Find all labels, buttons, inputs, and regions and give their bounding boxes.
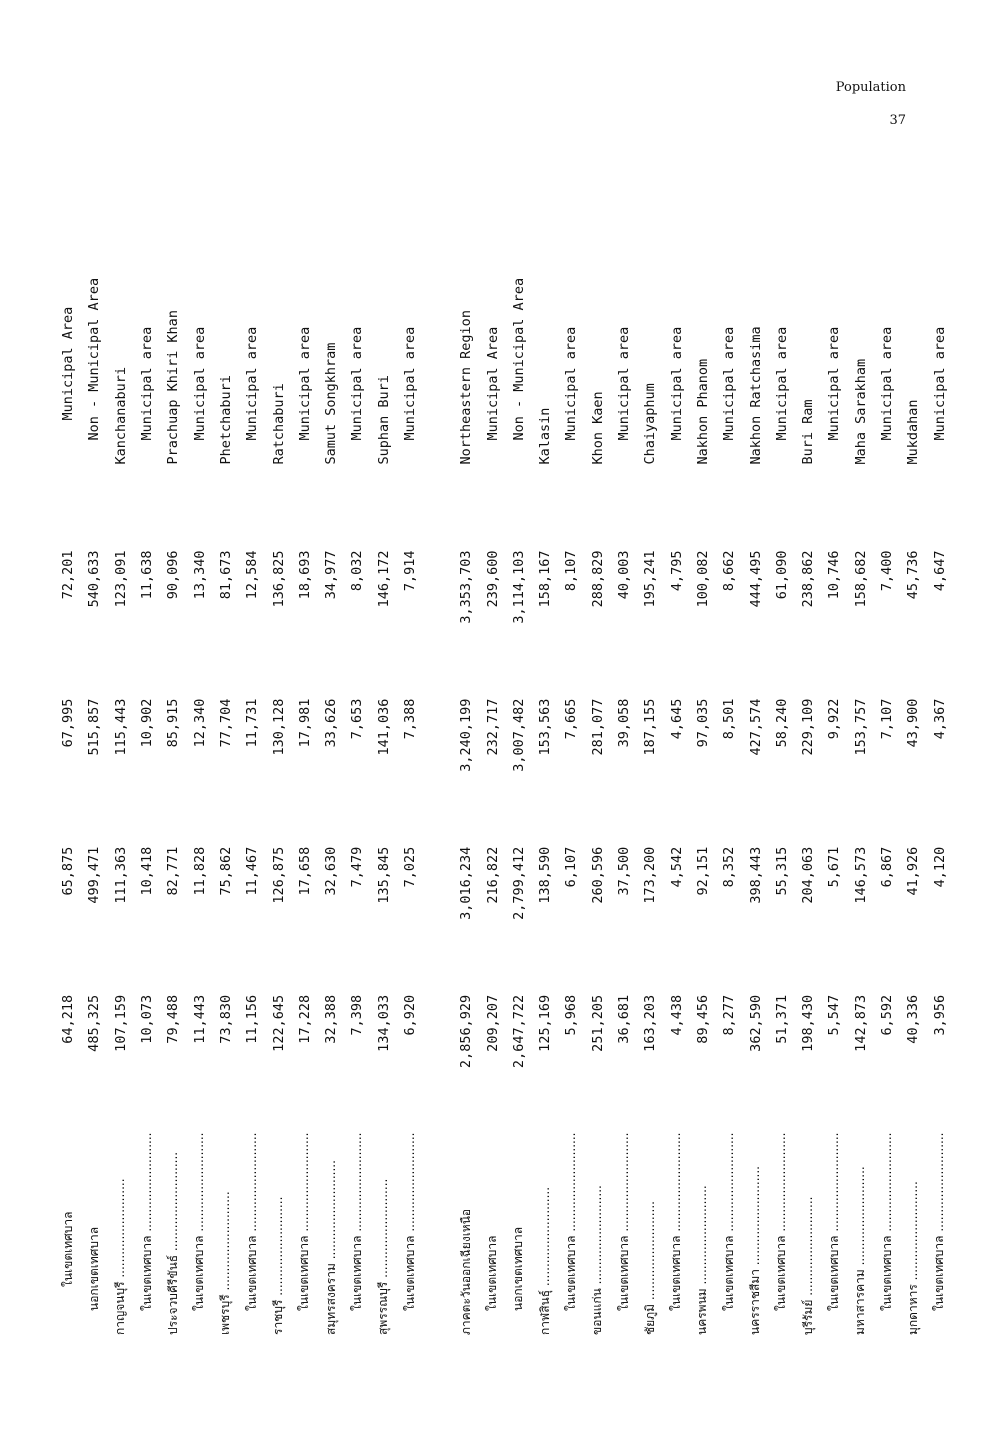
thai-label-cell	[55, 1077, 81, 1335]
thai-label: ขอนแก่น	[590, 1288, 605, 1335]
value-cell-v1: 17,228	[296, 994, 313, 1044]
value-cell-v3: 7,388	[402, 698, 418, 740]
table-row	[213, 205, 239, 1335]
thai-label-cell	[874, 1077, 900, 1335]
rotated-table-container	[55, 205, 948, 1335]
table-row	[292, 205, 318, 1335]
thai-label: มุกดาหาร	[905, 1284, 920, 1335]
value-cell-v3: 12,340	[191, 698, 208, 748]
leader-dots: ..........................	[218, 1191, 233, 1295]
thai-label-cell	[664, 1077, 690, 1335]
value-cell-v4: 288,829	[589, 550, 606, 608]
thai-label: ในเขตเทศบาล	[60, 1211, 75, 1287]
table-row	[506, 205, 532, 1335]
thai-label: ชัยภูมิ	[642, 1304, 657, 1335]
english-label: Kanchanaburi	[112, 366, 129, 465]
value-cell-v3: 11,731	[244, 698, 261, 748]
value-cell-v1: 4,438	[668, 994, 685, 1036]
value-cell-v1: 125,169	[537, 994, 554, 1052]
value-cell-v2: 11,467	[244, 846, 261, 896]
value-cell-v4: 45,736	[905, 550, 922, 600]
value-cell-v2: 260,596	[589, 846, 606, 904]
thai-label: ในเขตเทศบาล	[932, 1235, 947, 1311]
leader-dots: ..........................	[537, 1186, 552, 1290]
value-cell-v4: 3,353,703	[458, 550, 475, 624]
value-cell-v3: 130,128	[270, 698, 287, 756]
value-cell-v4: 8,032	[349, 550, 366, 592]
english-label: Northeastern Region	[458, 310, 475, 465]
value-cell-v1: 32,388	[323, 994, 340, 1044]
thai-label: บุรีรัมย์	[800, 1299, 815, 1335]
value-cell-v4: 90,096	[165, 550, 182, 600]
value-cell-v4: 7,914	[402, 550, 418, 592]
value-cell-v3: 10,902	[139, 698, 156, 748]
value-cell-v4: 72,201	[60, 550, 77, 600]
table-row	[716, 205, 742, 1335]
table-row	[239, 205, 265, 1335]
value-cell-v1: 11,443	[191, 994, 208, 1044]
leader-dots: ..........................	[800, 1196, 815, 1300]
english-label: Mukdahan	[905, 399, 922, 465]
value-cell-v4: 61,090	[773, 550, 790, 600]
value-cell-v4: 3,114,103	[510, 550, 527, 624]
english-label: Chaiyaphum	[642, 383, 659, 465]
leader-dots: ..........................	[165, 1151, 180, 1255]
table-row	[927, 205, 953, 1335]
value-cell-v2: 173,200	[642, 846, 659, 904]
thai-label-cell	[108, 1077, 134, 1335]
table-row	[795, 205, 821, 1335]
thai-label-cell	[213, 1077, 239, 1335]
value-cell-v4: 13,340	[191, 550, 208, 600]
thai-label: นอกเขตเทศบาล	[86, 1226, 101, 1311]
thai-label: ในเขตเทศบาล	[297, 1235, 312, 1311]
value-cell-v1: 7,398	[349, 994, 366, 1036]
value-cell-v3: 7,665	[563, 698, 580, 740]
value-cell-v4: 40,003	[616, 550, 633, 600]
table-row	[558, 205, 584, 1335]
table-row	[55, 205, 81, 1335]
value-cell-v2: 82,771	[165, 846, 182, 896]
leader-dots: ..........................	[669, 1132, 684, 1236]
thai-label-cell	[690, 1077, 716, 1335]
table-row	[134, 205, 160, 1335]
english-label: Maha Sarakham	[852, 358, 869, 465]
value-cell-v1: 107,159	[112, 994, 129, 1052]
leader-dots: ..........................	[376, 1178, 391, 1282]
thai-label-cell	[397, 1077, 423, 1335]
value-cell-v3: 141,036	[375, 698, 392, 756]
leader-dots: ..........................	[349, 1132, 364, 1236]
table-row	[160, 205, 186, 1335]
value-cell-v3: 153,757	[852, 698, 869, 756]
thai-label-cell	[265, 1077, 291, 1335]
thai-label-cell	[506, 1077, 532, 1335]
table-row	[848, 205, 874, 1335]
value-cell-v1: 122,645	[270, 994, 287, 1052]
table-row	[344, 205, 370, 1335]
leader-dots: ..........................	[113, 1178, 128, 1282]
value-cell-v3: 153,563	[537, 698, 554, 756]
leader-dots: ..........................	[721, 1132, 736, 1236]
value-cell-v1: 51,371	[773, 994, 790, 1044]
value-cell-v2: 41,926	[905, 846, 922, 896]
table-row	[900, 205, 926, 1335]
english-label: Phetchaburi	[217, 375, 234, 465]
leader-dots: ..........................	[139, 1132, 154, 1236]
value-cell-v3: 97,035	[694, 698, 711, 748]
value-cell-v4: 81,673	[217, 550, 234, 600]
population-table-body	[55, 205, 953, 1335]
leader-dots: ..........................	[297, 1132, 312, 1236]
english-label: Municipal Area	[60, 306, 77, 421]
value-cell-v2: 5,671	[826, 846, 843, 888]
leader-dots: ..........................	[905, 1181, 920, 1285]
english-label: Nakhon Ratchasima	[747, 326, 764, 465]
thai-label: สุพรรณบุรี	[376, 1281, 391, 1335]
english-label: Municipal area	[668, 326, 685, 441]
thai-label-cell	[611, 1077, 637, 1335]
table-row	[532, 205, 558, 1335]
leader-dots: ..........................	[695, 1185, 710, 1289]
english-label: Municipal area	[139, 326, 156, 441]
value-cell-v3: 7,653	[349, 698, 366, 740]
table-row	[186, 205, 212, 1335]
value-cell-v1: 40,336	[905, 994, 922, 1044]
english-label: Municipal area	[616, 326, 633, 441]
value-cell-v2: 37,500	[616, 846, 633, 896]
leader-dots: ..........................	[616, 1132, 631, 1236]
english-label: Suphan Buri	[375, 375, 392, 465]
thai-label-cell	[742, 1077, 768, 1335]
value-cell-v3: 229,109	[800, 698, 817, 756]
value-cell-v4: 7,400	[879, 550, 896, 592]
value-cell-v4: 239,600	[484, 550, 501, 608]
table-row	[637, 205, 663, 1335]
value-cell-v2: 4,120	[931, 846, 948, 888]
value-cell-v2: 6,107	[563, 846, 580, 888]
thai-label-cell	[900, 1077, 926, 1335]
leader-dots: ..........................	[932, 1132, 947, 1236]
thai-label: กาญจนบุรี	[113, 1281, 128, 1335]
table-row	[821, 205, 847, 1335]
thai-label-cell	[769, 1077, 795, 1335]
value-cell-v3: 77,704	[217, 698, 234, 748]
table-row	[371, 205, 397, 1335]
value-cell-v4: 444,495	[747, 550, 764, 608]
thai-label: ในเขตเทศบาล	[244, 1235, 259, 1311]
value-cell-v3: 4,645	[668, 698, 685, 740]
value-cell-v3: 39,058	[616, 698, 633, 748]
leader-dots: ..........................	[590, 1185, 605, 1289]
english-label: Buri Ram	[800, 399, 817, 465]
value-cell-v1: 142,873	[852, 994, 869, 1052]
thai-label-cell	[558, 1077, 584, 1335]
leader-dots: ..........................	[748, 1166, 763, 1270]
value-cell-v3: 232,717	[484, 698, 501, 756]
value-cell-v2: 7,479	[349, 846, 366, 888]
value-cell-v4: 100,082	[694, 550, 711, 608]
table-row	[265, 205, 291, 1335]
value-cell-v3: 3,240,199	[458, 698, 475, 772]
value-cell-v3: 43,900	[905, 698, 922, 748]
value-cell-v2: 216,822	[484, 846, 501, 904]
table-row	[611, 205, 637, 1335]
value-cell-v1: 209,207	[484, 994, 501, 1052]
table-row	[742, 205, 768, 1335]
value-cell-v4: 10,746	[826, 550, 843, 600]
thai-label: ราชบุรี	[271, 1299, 286, 1335]
value-cell-v3: 4,367	[931, 698, 948, 740]
value-cell-v2: 8,352	[721, 846, 738, 888]
english-label: Nakhon Phanom	[694, 358, 711, 465]
english-label: Prachuap Khiri Khan	[165, 310, 182, 465]
value-cell-v1: 2,856,929	[458, 994, 475, 1069]
value-cell-v1: 134,033	[375, 994, 392, 1052]
english-label: Ratchaburi	[270, 383, 287, 465]
leader-dots: ..........................	[774, 1132, 789, 1236]
thai-label: นครราชสีมา	[748, 1269, 763, 1335]
english-label: Non - Municipal Area	[510, 277, 527, 441]
english-label: Municipal area	[931, 326, 948, 441]
thai-label: ในเขตเทศบาล	[721, 1235, 736, 1311]
value-cell-v3: 8,501	[721, 698, 738, 740]
leader-dots: ..........................	[271, 1196, 286, 1300]
english-label: Municipal area	[191, 326, 208, 441]
value-cell-v1: 485,325	[86, 994, 103, 1052]
value-cell-v4: 158,682	[852, 550, 869, 608]
thai-label-cell	[453, 1077, 479, 1335]
thai-label: ในเขตเทศบาล	[563, 1235, 578, 1311]
thai-label-cell	[479, 1077, 505, 1335]
thai-label-cell	[344, 1077, 370, 1335]
thai-label-cell	[134, 1077, 160, 1335]
thai-label: ในเขตเทศบาล	[192, 1235, 207, 1311]
value-cell-v3: 9,922	[826, 698, 843, 740]
leader-dots: ..........................	[642, 1201, 657, 1304]
table-row	[108, 205, 134, 1335]
table-row	[81, 205, 107, 1335]
value-cell-v4: 123,091	[112, 550, 129, 608]
population-table	[55, 205, 953, 1335]
value-cell-v2: 398,443	[747, 846, 764, 904]
value-cell-v4: 11,638	[139, 550, 156, 600]
value-cell-v3: 427,574	[747, 698, 764, 756]
english-label: Kalasin	[537, 407, 554, 465]
value-cell-v3: 115,443	[112, 698, 129, 756]
english-label: Municipal area	[773, 326, 790, 441]
value-cell-v1: 3,956	[931, 994, 948, 1036]
leader-dots: ..........................	[402, 1132, 417, 1236]
value-cell-v1: 362,590	[747, 994, 764, 1052]
english-label: Non - Municipal Area	[86, 277, 103, 441]
value-cell-v3: 281,077	[589, 698, 606, 756]
value-cell-v1: 73,830	[217, 994, 234, 1044]
english-label: Samut Songkhram	[323, 342, 340, 465]
leader-dots: ..........................	[826, 1132, 841, 1236]
thai-label-cell	[848, 1077, 874, 1335]
value-cell-v2: 3,016,234	[458, 846, 475, 920]
value-cell-v1: 198,430	[800, 994, 817, 1052]
thai-label-cell	[292, 1077, 318, 1335]
thai-label: กาฬสินธุ์	[537, 1289, 552, 1335]
thai-label: มหาสารคาม	[853, 1269, 868, 1335]
thai-label-cell	[532, 1077, 558, 1335]
value-cell-v3: 7,107	[879, 698, 896, 740]
leader-dots: ..........................	[853, 1166, 868, 1270]
value-cell-v2: 111,363	[112, 846, 129, 904]
thai-label: ในเขตเทศบาล	[879, 1235, 894, 1311]
leader-dots: ..........................	[879, 1132, 894, 1236]
value-cell-v2: 17,658	[296, 846, 313, 896]
value-cell-v4: 195,241	[642, 550, 659, 608]
english-label: Municipal area	[879, 326, 896, 441]
value-cell-v1: 11,156	[244, 994, 261, 1044]
english-label: Municipal area	[563, 326, 580, 441]
english-label: Municipal area	[402, 326, 418, 441]
leader-dots: ..........................	[563, 1132, 578, 1236]
thai-label-cell	[186, 1077, 212, 1335]
value-cell-v1: 5,547	[826, 994, 843, 1036]
table-gap-row	[423, 205, 453, 1335]
value-cell-v4: 4,647	[931, 550, 948, 592]
table-row	[479, 205, 505, 1335]
thai-label-cell	[716, 1077, 742, 1335]
value-cell-v4: 146,172	[375, 550, 392, 608]
thai-label-cell	[821, 1077, 847, 1335]
value-cell-v1: 251,205	[589, 994, 606, 1052]
thai-label: ในเขตเทศบาล	[774, 1235, 789, 1311]
thai-label-cell	[318, 1077, 344, 1335]
value-cell-v2: 7,025	[402, 846, 418, 888]
leader-dots: ..........................	[244, 1132, 259, 1236]
english-label: Municipal area	[244, 326, 261, 441]
value-cell-v2: 32,630	[323, 846, 340, 896]
table-row	[585, 205, 611, 1335]
leader-dots: ..........................	[192, 1132, 207, 1236]
value-cell-v3: 85,915	[165, 698, 182, 748]
thai-label: ในเขตเทศบาล	[139, 1235, 154, 1311]
table-row	[690, 205, 716, 1335]
value-cell-v4: 8,107	[563, 550, 580, 592]
page-running-title: Population	[835, 80, 906, 95]
thai-label-cell	[371, 1077, 397, 1335]
value-cell-v2: 204,063	[800, 846, 817, 904]
thai-label-cell	[239, 1077, 265, 1335]
value-cell-v1: 5,968	[563, 994, 580, 1036]
value-cell-v2: 75,862	[217, 846, 234, 896]
thai-label-cell	[927, 1077, 953, 1335]
table-row	[318, 205, 344, 1335]
value-cell-v1: 6,592	[879, 994, 896, 1036]
english-label: Khon Kaen	[589, 391, 606, 465]
value-cell-v1: 163,203	[642, 994, 659, 1052]
thai-label-cell	[585, 1077, 611, 1335]
value-cell-v1: 64,218	[60, 994, 77, 1044]
value-cell-v2: 11,828	[191, 846, 208, 896]
thai-label-cell	[637, 1077, 663, 1335]
value-cell-v1: 36,681	[616, 994, 633, 1044]
value-cell-v3: 17,981	[296, 698, 313, 748]
thai-label: สมุทรสงคราม	[323, 1263, 338, 1335]
english-label: Municipal Area	[484, 326, 501, 441]
value-cell-v2: 92,151	[694, 846, 711, 896]
table-row	[453, 205, 479, 1335]
value-cell-v4: 158,167	[537, 550, 554, 608]
thai-label: ในเขตเทศบาล	[485, 1235, 500, 1311]
thai-label-cell	[795, 1077, 821, 1335]
thai-label: ในเขตเทศบาล	[826, 1235, 841, 1311]
value-cell-v4: 8,662	[721, 550, 738, 592]
thai-label: ภาคตะวันออกเฉียงเหนือ	[458, 1208, 473, 1335]
value-cell-v1: 8,277	[721, 994, 738, 1036]
value-cell-v3: 33,626	[323, 698, 340, 748]
value-cell-v4: 136,825	[270, 550, 287, 608]
value-cell-v2: 2,799,412	[510, 846, 527, 920]
thai-label-cell	[160, 1077, 186, 1335]
value-cell-v2: 65,875	[60, 846, 77, 896]
gap-cell	[423, 205, 453, 1335]
value-cell-v4: 18,693	[296, 550, 313, 600]
thai-label: ในเขตเทศบาล	[616, 1235, 631, 1311]
thai-label: ในเขตเทศบาล	[349, 1235, 364, 1311]
english-label: Municipal area	[826, 326, 843, 441]
thai-label: นอกเขตเทศบาล	[511, 1226, 526, 1311]
value-cell-v4: 238,862	[800, 550, 817, 608]
value-cell-v2: 55,315	[773, 846, 790, 896]
value-cell-v2: 10,418	[139, 846, 156, 896]
value-cell-v1: 89,456	[694, 994, 711, 1044]
value-cell-v2: 135,845	[375, 846, 392, 904]
thai-label: เพชรบุรี	[218, 1294, 233, 1335]
english-label: Municipal area	[721, 326, 738, 441]
thai-label: ในเขตเทศบาล	[402, 1235, 417, 1311]
value-cell-v1: 10,073	[139, 994, 156, 1044]
thai-label-cell	[81, 1077, 107, 1335]
table-row	[664, 205, 690, 1335]
value-cell-v2: 4,542	[668, 846, 685, 888]
thai-label: ประจวบคีรีขันธ์	[165, 1254, 180, 1335]
value-cell-v3: 3,007,482	[510, 698, 527, 772]
value-cell-v2: 126,875	[270, 846, 287, 904]
table-row	[769, 205, 795, 1335]
value-cell-v3: 515,857	[86, 698, 103, 756]
value-cell-v4: 12,584	[244, 550, 261, 600]
table-row	[397, 205, 423, 1335]
value-cell-v3: 187,155	[642, 698, 659, 756]
value-cell-v4: 34,977	[323, 550, 340, 600]
value-cell-v1: 2,647,722	[510, 994, 527, 1069]
value-cell-v2: 138,590	[537, 846, 554, 904]
thai-label: ในเขตเทศบาล	[669, 1235, 684, 1311]
value-cell-v4: 540,633	[86, 550, 103, 608]
value-cell-v1: 6,920	[402, 994, 418, 1036]
value-cell-v3: 58,240	[773, 698, 790, 748]
leader-dots: ..........................	[323, 1160, 338, 1264]
table-row	[874, 205, 900, 1335]
value-cell-v2: 146,573	[852, 846, 869, 904]
english-label: Municipal area	[349, 326, 366, 441]
value-cell-v1: 79,488	[165, 994, 182, 1044]
value-cell-v2: 6,867	[879, 846, 896, 888]
value-cell-v3: 67,995	[60, 698, 77, 748]
page-number: 37	[889, 113, 906, 128]
value-cell-v2: 499,471	[86, 846, 103, 904]
thai-label: นครพนม	[695, 1288, 710, 1335]
english-label: Municipal area	[296, 326, 313, 441]
value-cell-v4: 4,795	[668, 550, 685, 592]
